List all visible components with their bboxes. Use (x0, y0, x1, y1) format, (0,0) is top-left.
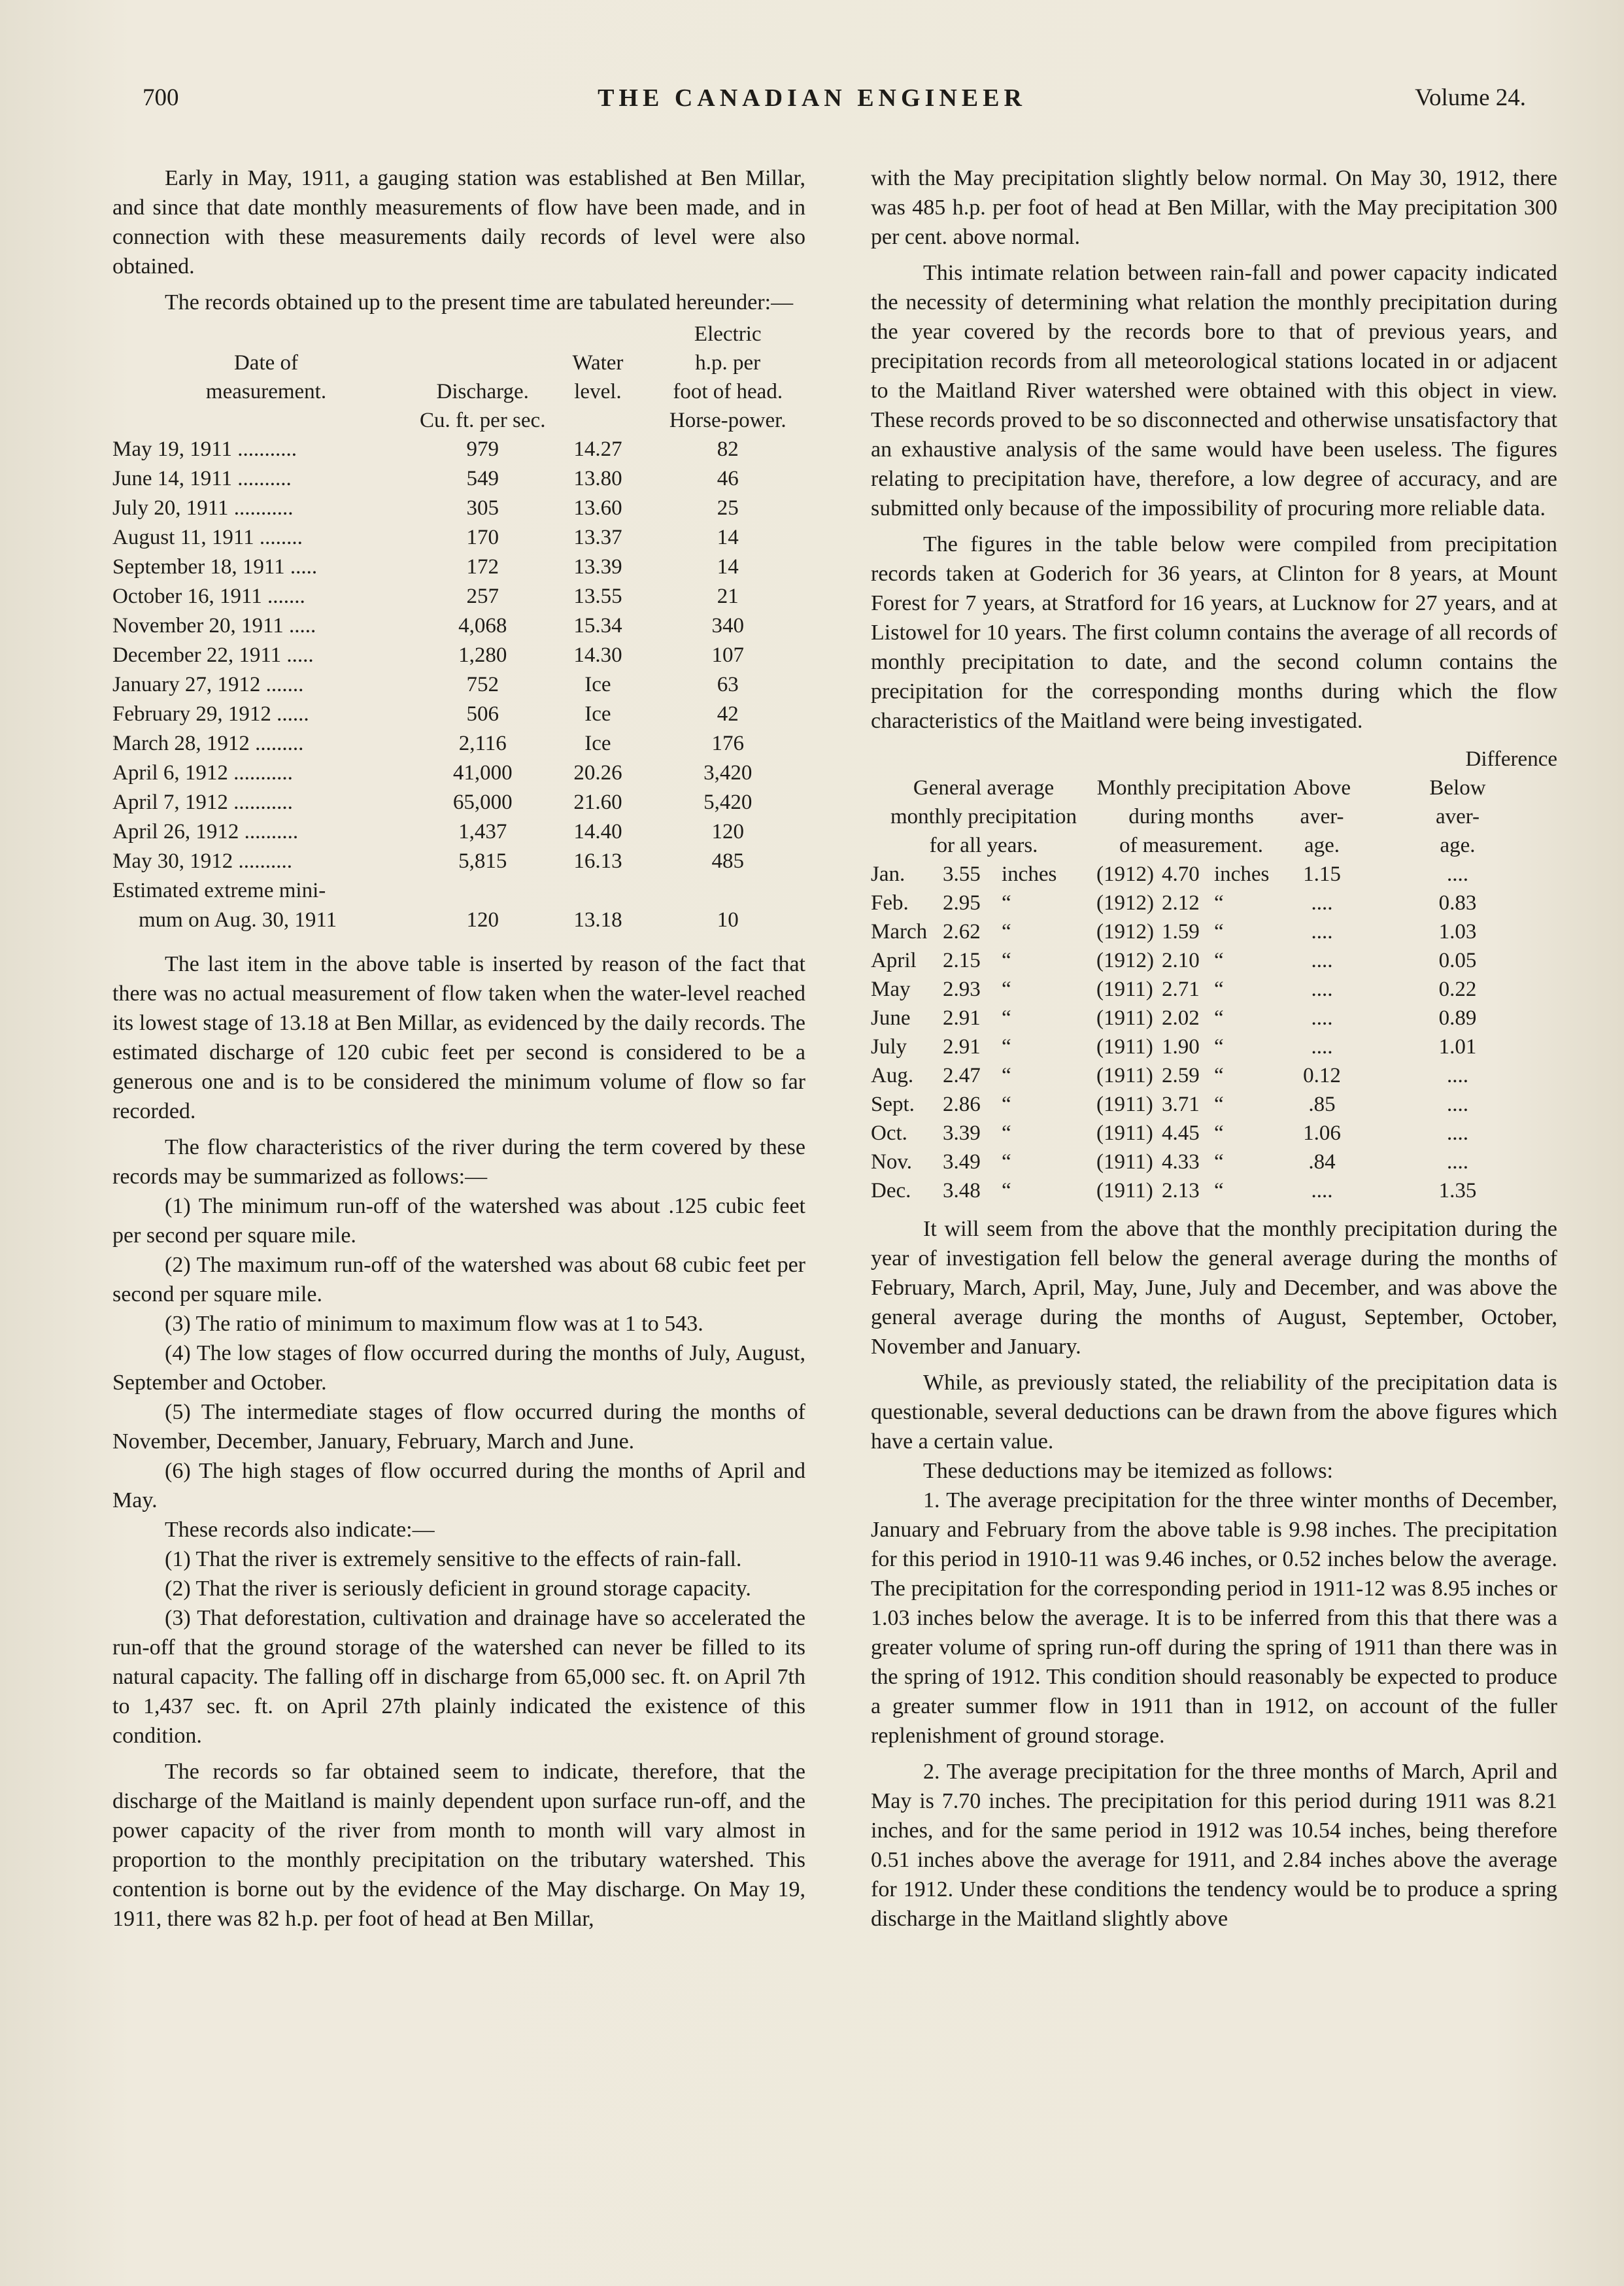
header-cell: for all years. (929, 834, 1038, 857)
level-cell: 13.55 (573, 585, 622, 608)
hp-cell: 485 (711, 849, 744, 873)
below-average-cell: 1.35 (1438, 1179, 1477, 1203)
precipitation-table (871, 745, 1557, 1205)
date-cell: April 7, 1912 ........... (112, 791, 293, 814)
precip-cell: 3.71 (1162, 1093, 1200, 1116)
month-cell: June (871, 1006, 911, 1030)
month-cell: Oct. (871, 1121, 907, 1145)
year-cell: (1912) (1096, 862, 1154, 886)
paragraph: 1. The average precipitation for the three winter months of December, January and February from the above table is 9.98 inches. The precipitation for this period in 1910-11 was 9.46 inches, or 0.52 inches below the average. The precipitation for the corresponding period in 1911-12 was 8.95 inches or 1.03 inches below the average. It is to be inferred from this that there was a greater volume of spring run-off during the spring of 1911 than there was in the spring of 1912. This condition should reasonably be expected to produce a greater summer flow in 1911 than in 1912, on account of the fuller replenishment of ground storage. (871, 1488, 1557, 1748)
header-cell: Discharge. (436, 380, 529, 403)
level-cell: 14.30 (573, 643, 622, 667)
date-cell: April 26, 1912 .......... (112, 820, 299, 844)
date-cell: January 27, 1912 ....... (112, 673, 304, 696)
header-cell: Horse-power. (669, 409, 787, 432)
header-cell (112, 320, 420, 349)
table-row (112, 729, 805, 759)
above-average-cell: .... (1311, 1035, 1333, 1059)
header-cell: age. (1304, 834, 1340, 857)
average-cell: 3.48 (943, 1179, 981, 1203)
precipitation-table-body (871, 860, 1557, 1205)
header-cell: level. (574, 380, 622, 403)
level-cell: 15.34 (573, 614, 622, 638)
header-cell: aver- (1300, 805, 1344, 828)
year-cell: (1911) (1096, 1093, 1153, 1116)
hp-cell: 46 (717, 467, 739, 490)
table-row (871, 1004, 1557, 1032)
table-row (112, 523, 805, 553)
level-cell: 13.39 (573, 555, 622, 579)
unit-cell: “ (1214, 949, 1224, 972)
list-item: (4) The low stages of flow occurred during the months of July, August, September and October. (112, 1341, 805, 1395)
table-row (112, 611, 805, 641)
list-item: (3) The ratio of minimum to maximum flow was at 1 to 543. (165, 1312, 703, 1336)
paragraph: The records so far obtained seem to indicate, therefore, that the discharge of the Maitland is mainly dependent upon surface run-off, and the power capacity of the river from month to month will vary almost in proportion to the monthly precipitation on the tributary watershed. This contention is borne out by the evidence of the May discharge. On May 19, 1911, there was 82 h.p. per foot of head at Ben Millar, (112, 1760, 805, 1931)
precip-cell: 4.70 (1162, 862, 1200, 886)
header-cell: Cu. ft. per sec. (420, 409, 546, 432)
header-cell: aver- (1435, 805, 1480, 828)
page-number: 700 (143, 84, 179, 111)
unit-cell: “ (1214, 978, 1224, 1001)
below-average-cell: .... (1447, 1093, 1468, 1116)
average-cell: 3.55 (943, 862, 981, 886)
discharge-cell: 1,437 (458, 820, 507, 844)
precip-cell: 2.12 (1162, 891, 1200, 915)
paragraph: The flow characteristics of the river during the term covered by these records may be summarized as follows:— (112, 1135, 805, 1189)
precip-cell: 2.71 (1162, 978, 1200, 1001)
table-row (871, 1119, 1557, 1148)
unit-cell: “ (1214, 1150, 1224, 1174)
table-header-row (112, 377, 805, 406)
year-cell: (1911) (1096, 1064, 1153, 1087)
average-cell: 3.49 (943, 1150, 981, 1174)
table-row (871, 1148, 1557, 1176)
table-row (112, 670, 805, 700)
unit-cell: “ (1002, 1150, 1011, 1174)
header-cell: Monthly precipitation (1096, 776, 1286, 800)
paragraph: with the May precipitation slightly below normal. On May 30, 1912, there was 485 h.p. per foot of head at Ben Millar, with the May precipitation 300 per cent. above normal. (871, 166, 1557, 249)
unit-cell: “ (1002, 1179, 1011, 1203)
above-average-cell: .... (1311, 949, 1333, 972)
table-row (112, 582, 805, 611)
average-cell: 3.39 (943, 1121, 981, 1145)
header-cell (420, 320, 545, 349)
date-cell: July 20, 1911 ........... (112, 496, 294, 520)
unit-cell: “ (1002, 1064, 1011, 1087)
average-cell: 2.47 (943, 1064, 981, 1087)
hp-cell: 10 (717, 908, 739, 932)
year-cell: (1912) (1096, 920, 1154, 944)
discharge-cell: 170 (466, 526, 499, 549)
date-cell: December 22, 1911 ..... (112, 643, 314, 667)
hp-cell: 82 (717, 437, 739, 461)
header-cell: monthly precipitation (890, 805, 1077, 828)
table-header-row (871, 745, 1557, 774)
date-cell: April 6, 1912 ........... (112, 761, 293, 785)
unit-cell: “ (1002, 1035, 1011, 1059)
header-cell: Date of (233, 351, 299, 375)
discharge-cell: 1,280 (458, 643, 507, 667)
paragraph: While, as previously stated, the reliability of the precipitation data is questionable, several deductions can be drawn from the above figures which have a certain value. (871, 1371, 1557, 1454)
date-cell: March 28, 1912 ......... (112, 732, 304, 755)
extreme-label: mum on Aug. 30, 1911 (139, 908, 337, 932)
below-average-cell: 1.01 (1438, 1035, 1477, 1059)
discharge-cell: 506 (466, 702, 499, 726)
header-cell (1096, 745, 1286, 774)
level-cell: Ice (584, 732, 611, 755)
hp-cell: 3,420 (703, 761, 753, 785)
level-cell: 13.60 (573, 496, 622, 520)
discharge-cell: 172 (466, 555, 499, 579)
unit-cell: “ (1214, 1064, 1224, 1087)
table-row (112, 700, 805, 729)
level-cell: 13.18 (573, 908, 622, 932)
above-average-cell: .... (1311, 1179, 1333, 1203)
unit-cell: “ (1214, 1121, 1224, 1145)
list-item: (6) The high stages of flow occurred during the months of April and May. (112, 1459, 805, 1512)
extreme-label: Estimated extreme mini- (112, 879, 326, 902)
paragraph: The records obtained up to the present time are tabulated hereunder:— (165, 290, 794, 315)
table-row (112, 817, 805, 847)
list-item: (2) The maximum run-off of the watershed was about 68 cubic feet per second per square mile. (112, 1253, 805, 1306)
date-cell: August 11, 1911 ........ (112, 526, 303, 549)
precip-cell: 1.59 (1162, 920, 1200, 944)
unit-cell: inches (1214, 862, 1270, 886)
unit-cell: “ (1002, 920, 1011, 944)
header-cell: measurement. (205, 380, 327, 403)
above-average-cell: 1.15 (1303, 862, 1341, 886)
below-average-cell: .... (1447, 1064, 1468, 1087)
discharge-cell: 305 (466, 496, 499, 520)
table-row (871, 946, 1557, 975)
date-cell: November 20, 1911 ..... (112, 614, 316, 638)
table-row (112, 435, 805, 464)
right-column (871, 163, 1557, 1934)
level-cell: 16.13 (573, 849, 622, 873)
flow-measurement-table (112, 320, 805, 935)
level-cell: 21.60 (573, 791, 622, 814)
header-cell: Below (1429, 776, 1486, 800)
discharge-cell: 4,068 (458, 614, 507, 638)
discharge-cell: 5,815 (458, 849, 507, 873)
average-cell: 2.93 (943, 978, 981, 1001)
journal-title: THE CANADIAN ENGINEER (598, 84, 1026, 112)
above-average-cell: .85 (1308, 1093, 1336, 1116)
header-cell (545, 406, 650, 435)
level-cell: 20.26 (573, 761, 622, 785)
table-row (112, 906, 805, 935)
month-cell: May (871, 978, 911, 1001)
paragraph: It will seem from the above that the monthly precipitation during the year of investigation fell below the general average during the months of February, March, April, May, June, July and December, and was above the general average during the months of August, September, October, November and January. (871, 1217, 1557, 1359)
unit-cell: “ (1002, 891, 1011, 915)
precip-cell: 2.02 (1162, 1006, 1200, 1030)
average-cell: 2.91 (943, 1035, 981, 1059)
header-cell: Above (1293, 776, 1351, 800)
header-cell: during months (1128, 805, 1254, 828)
precip-cell: 4.33 (1162, 1150, 1200, 1174)
above-average-cell: 1.06 (1303, 1121, 1341, 1145)
table-row (112, 788, 805, 817)
unit-cell: “ (1214, 1035, 1224, 1059)
header-cell: age. (1440, 834, 1476, 857)
hp-cell: 120 (711, 820, 744, 844)
date-cell: May 30, 1912 .......... (112, 849, 292, 873)
below-average-cell: .... (1447, 1150, 1468, 1174)
month-cell: Nov. (871, 1150, 912, 1174)
month-cell: March (871, 920, 928, 944)
hp-cell: 5,420 (703, 791, 753, 814)
below-average-cell: 0.89 (1438, 1006, 1477, 1030)
year-cell: (1911) (1096, 1035, 1153, 1059)
hp-cell: 42 (717, 702, 739, 726)
precip-cell: 2.10 (1162, 949, 1200, 972)
left-column (112, 163, 805, 1934)
list-item: (1) The minimum run-off of the watershed was about .125 cubic feet per second per square mile. (112, 1194, 805, 1248)
hp-cell: 63 (717, 673, 739, 696)
header-cell: Difference (1465, 747, 1557, 771)
date-cell: June 14, 1911 .......... (112, 467, 292, 490)
above-average-cell: .... (1311, 891, 1333, 915)
date-cell: May 19, 1911 ........... (112, 437, 297, 461)
month-cell: Aug. (871, 1064, 914, 1087)
level-cell: Ice (584, 702, 611, 726)
date-cell: February 29, 1912 ...... (112, 702, 309, 726)
month-cell: July (871, 1035, 907, 1059)
average-cell: 2.15 (943, 949, 981, 972)
date-cell: October 16, 1911 ....... (112, 585, 305, 608)
table-row (112, 494, 805, 523)
paragraph: These records also indicate:— (165, 1518, 435, 1542)
hp-cell: 14 (717, 555, 739, 579)
paragraph: These deductions may be itemized as follows: (923, 1459, 1333, 1483)
table-header-row (112, 320, 805, 349)
level-cell: 14.40 (573, 820, 622, 844)
header-cell (420, 349, 545, 377)
unit-cell: “ (1214, 891, 1224, 915)
header-cell: foot of head. (673, 380, 783, 403)
year-cell: (1912) (1096, 891, 1154, 915)
hp-cell: 21 (717, 585, 739, 608)
hp-cell: 14 (717, 526, 739, 549)
paragraph: Early in May, 1911, a gauging station was established at Ben Millar, and since that date monthly measurements of flow have been made, and in connection with these measurements daily records of level were also obtained. (112, 166, 805, 279)
precip-cell: 2.13 (1162, 1179, 1200, 1203)
year-cell: (1911) (1096, 978, 1153, 1001)
discharge-cell: 120 (466, 908, 499, 932)
unit-cell: “ (1002, 1093, 1011, 1116)
paragraph: The figures in the table below were compiled from precipitation records taken at Goderich for 36 years, at Clinton for 8 years, at Mount Forest for 7 years, at Stratford for 16 years, at Lucknow for 27 years, and at Listowel for 10 years. The first column contains the average of all records of monthly precipitation to date, and the second column contains the precipitation for the corresponding months during which the flow characteristics of the Maitland were being investigated. (871, 532, 1557, 733)
year-cell: (1911) (1096, 1121, 1153, 1145)
table-row (871, 1032, 1557, 1061)
header-cell (871, 745, 1096, 774)
unit-cell: “ (1214, 920, 1224, 944)
average-cell: 2.62 (943, 920, 981, 944)
header-cell: General average (913, 776, 1055, 800)
list-item: (3) That deforestation, cultivation and drainage have so accelerated the run-off that the ground storage of the watershed can never be filled to its natural capacity. The falling off in discharge from 65,000 sec. ft. on April 7th to 1,437 sec. ft. on April 27th plainly indicated the existence of this condition. (112, 1606, 805, 1748)
table-row (112, 641, 805, 670)
table-row (112, 464, 805, 494)
unit-cell: “ (1002, 978, 1011, 1001)
table-row (871, 860, 1557, 889)
unit-cell: “ (1002, 949, 1011, 972)
year-cell: (1911) (1096, 1150, 1153, 1174)
discharge-cell: 2,116 (458, 732, 507, 755)
below-average-cell: .... (1447, 862, 1468, 886)
unit-cell: “ (1214, 1006, 1224, 1030)
average-cell: 2.91 (943, 1006, 981, 1030)
level-cell: 14.27 (573, 437, 622, 461)
unit-cell: “ (1002, 1006, 1011, 1030)
above-average-cell: .84 (1308, 1150, 1336, 1174)
list-item: (2) That the river is seriously deficient in ground storage capacity. (165, 1577, 751, 1601)
discharge-cell: 65,000 (452, 791, 513, 814)
year-cell: (1911) (1096, 1179, 1153, 1203)
hp-cell: 176 (711, 732, 744, 755)
unit-cell: “ (1002, 1121, 1011, 1145)
unit-cell: “ (1214, 1179, 1224, 1203)
table-row (871, 1176, 1557, 1205)
month-cell: Jan. (871, 862, 905, 886)
table-row (871, 889, 1557, 917)
precip-cell: 1.90 (1162, 1035, 1200, 1059)
list-item: (5) The intermediate stages of flow occurred during the months of November, December, January, February, March and June. (112, 1400, 805, 1454)
table-row (871, 1090, 1557, 1119)
table-row (112, 876, 805, 906)
month-cell: Sept. (871, 1093, 915, 1116)
table-row (112, 847, 805, 876)
month-cell: Feb. (871, 891, 909, 915)
header-cell: h.p. per (695, 351, 761, 375)
month-cell: April (871, 949, 917, 972)
header-cell: of measurement. (1119, 834, 1263, 857)
discharge-cell: 752 (466, 673, 499, 696)
volume-label: Volume 24. (1415, 84, 1526, 111)
month-cell: Dec. (871, 1179, 911, 1203)
hp-cell: 25 (717, 496, 739, 520)
table-row (871, 975, 1557, 1004)
header-cell: Electric (694, 322, 762, 346)
below-average-cell: 1.03 (1438, 920, 1477, 944)
table-row (871, 917, 1557, 946)
year-cell: (1911) (1096, 1006, 1153, 1030)
header-cell (112, 406, 420, 435)
level-cell: Ice (584, 673, 611, 696)
date-cell: September 18, 1911 ..... (112, 555, 318, 579)
below-average-cell: 0.83 (1438, 891, 1477, 915)
paragraph: The last item in the above table is inserted by reason of the fact that there was no actual measurement of flow taken when the water-level reached its lowest stage of 13.18 at Ben Millar, as evidenced by the daily records. The estimated discharge of 120 cubic feet per second is considered to be a generous one and is to be considered the minimum volume of flow so far recorded. (112, 952, 805, 1123)
table-header-row (112, 406, 805, 435)
unit-cell: inches (1002, 862, 1057, 886)
below-average-cell: .... (1447, 1121, 1468, 1145)
average-cell: 2.95 (943, 891, 981, 915)
header-cell: Water (572, 351, 624, 375)
above-average-cell: .... (1311, 1006, 1333, 1030)
discharge-cell: 549 (466, 467, 499, 490)
precip-cell: 4.45 (1162, 1121, 1200, 1145)
paragraph: This intimate relation between rain-fall and power capacity indicated the necessity of determining what relation the monthly precipitation during the year covered by the records bore to that of previous years, and precipitation records from all meteorological stations located in or adjacent to the Maitland River watershed were obtained with this object in view. These records proved to be so disconnected and otherwise unsatisfactory that an exhaustive analysis of the same would have been useless. The figures relating to precipitation have, therefore, a low degree of accuracy, and are submitted only because of the impossibility of procuring more reliable data. (871, 261, 1557, 520)
below-average-cell: 0.22 (1438, 978, 1477, 1001)
below-average-cell: 0.05 (1438, 949, 1477, 972)
level-cell: 13.37 (573, 526, 622, 549)
average-cell: 2.86 (943, 1093, 981, 1116)
table-row (871, 1061, 1557, 1090)
table-header-row (871, 802, 1557, 831)
year-cell: (1912) (1096, 949, 1154, 972)
discharge-cell: 979 (466, 437, 499, 461)
table-header-row (871, 831, 1557, 860)
header-cell (545, 320, 650, 349)
above-average-cell: .... (1311, 978, 1333, 1001)
flow-table-body (112, 435, 805, 876)
hp-cell: 107 (711, 643, 744, 667)
table-header-row (871, 774, 1557, 802)
precip-cell: 2.59 (1162, 1064, 1200, 1087)
level-cell: 13.80 (573, 467, 622, 490)
table-row (112, 759, 805, 788)
table-row (112, 553, 805, 582)
discharge-cell: 41,000 (452, 761, 513, 785)
list-item: (1) That the river is extremely sensitive to the effects of rain-fall. (165, 1547, 742, 1571)
paragraph: 2. The average precipitation for the three months of March, April and May is 7.70 inches. The precipitation for this period during 1911 was 8.21 inches, and for the same period in 1912 was 10.54 inches, being therefore 0.51 inches above the average for 1911, and 2.84 inches above the average for 1912. Under these conditions the tendency would be to produce a spring discharge in the Maitland slightly above (871, 1760, 1557, 1931)
above-average-cell: .... (1311, 920, 1333, 944)
unit-cell: “ (1214, 1093, 1224, 1116)
above-average-cell: 0.12 (1303, 1064, 1341, 1087)
discharge-cell: 257 (466, 585, 499, 608)
hp-cell: 340 (711, 614, 744, 638)
table-header-row (112, 349, 805, 377)
